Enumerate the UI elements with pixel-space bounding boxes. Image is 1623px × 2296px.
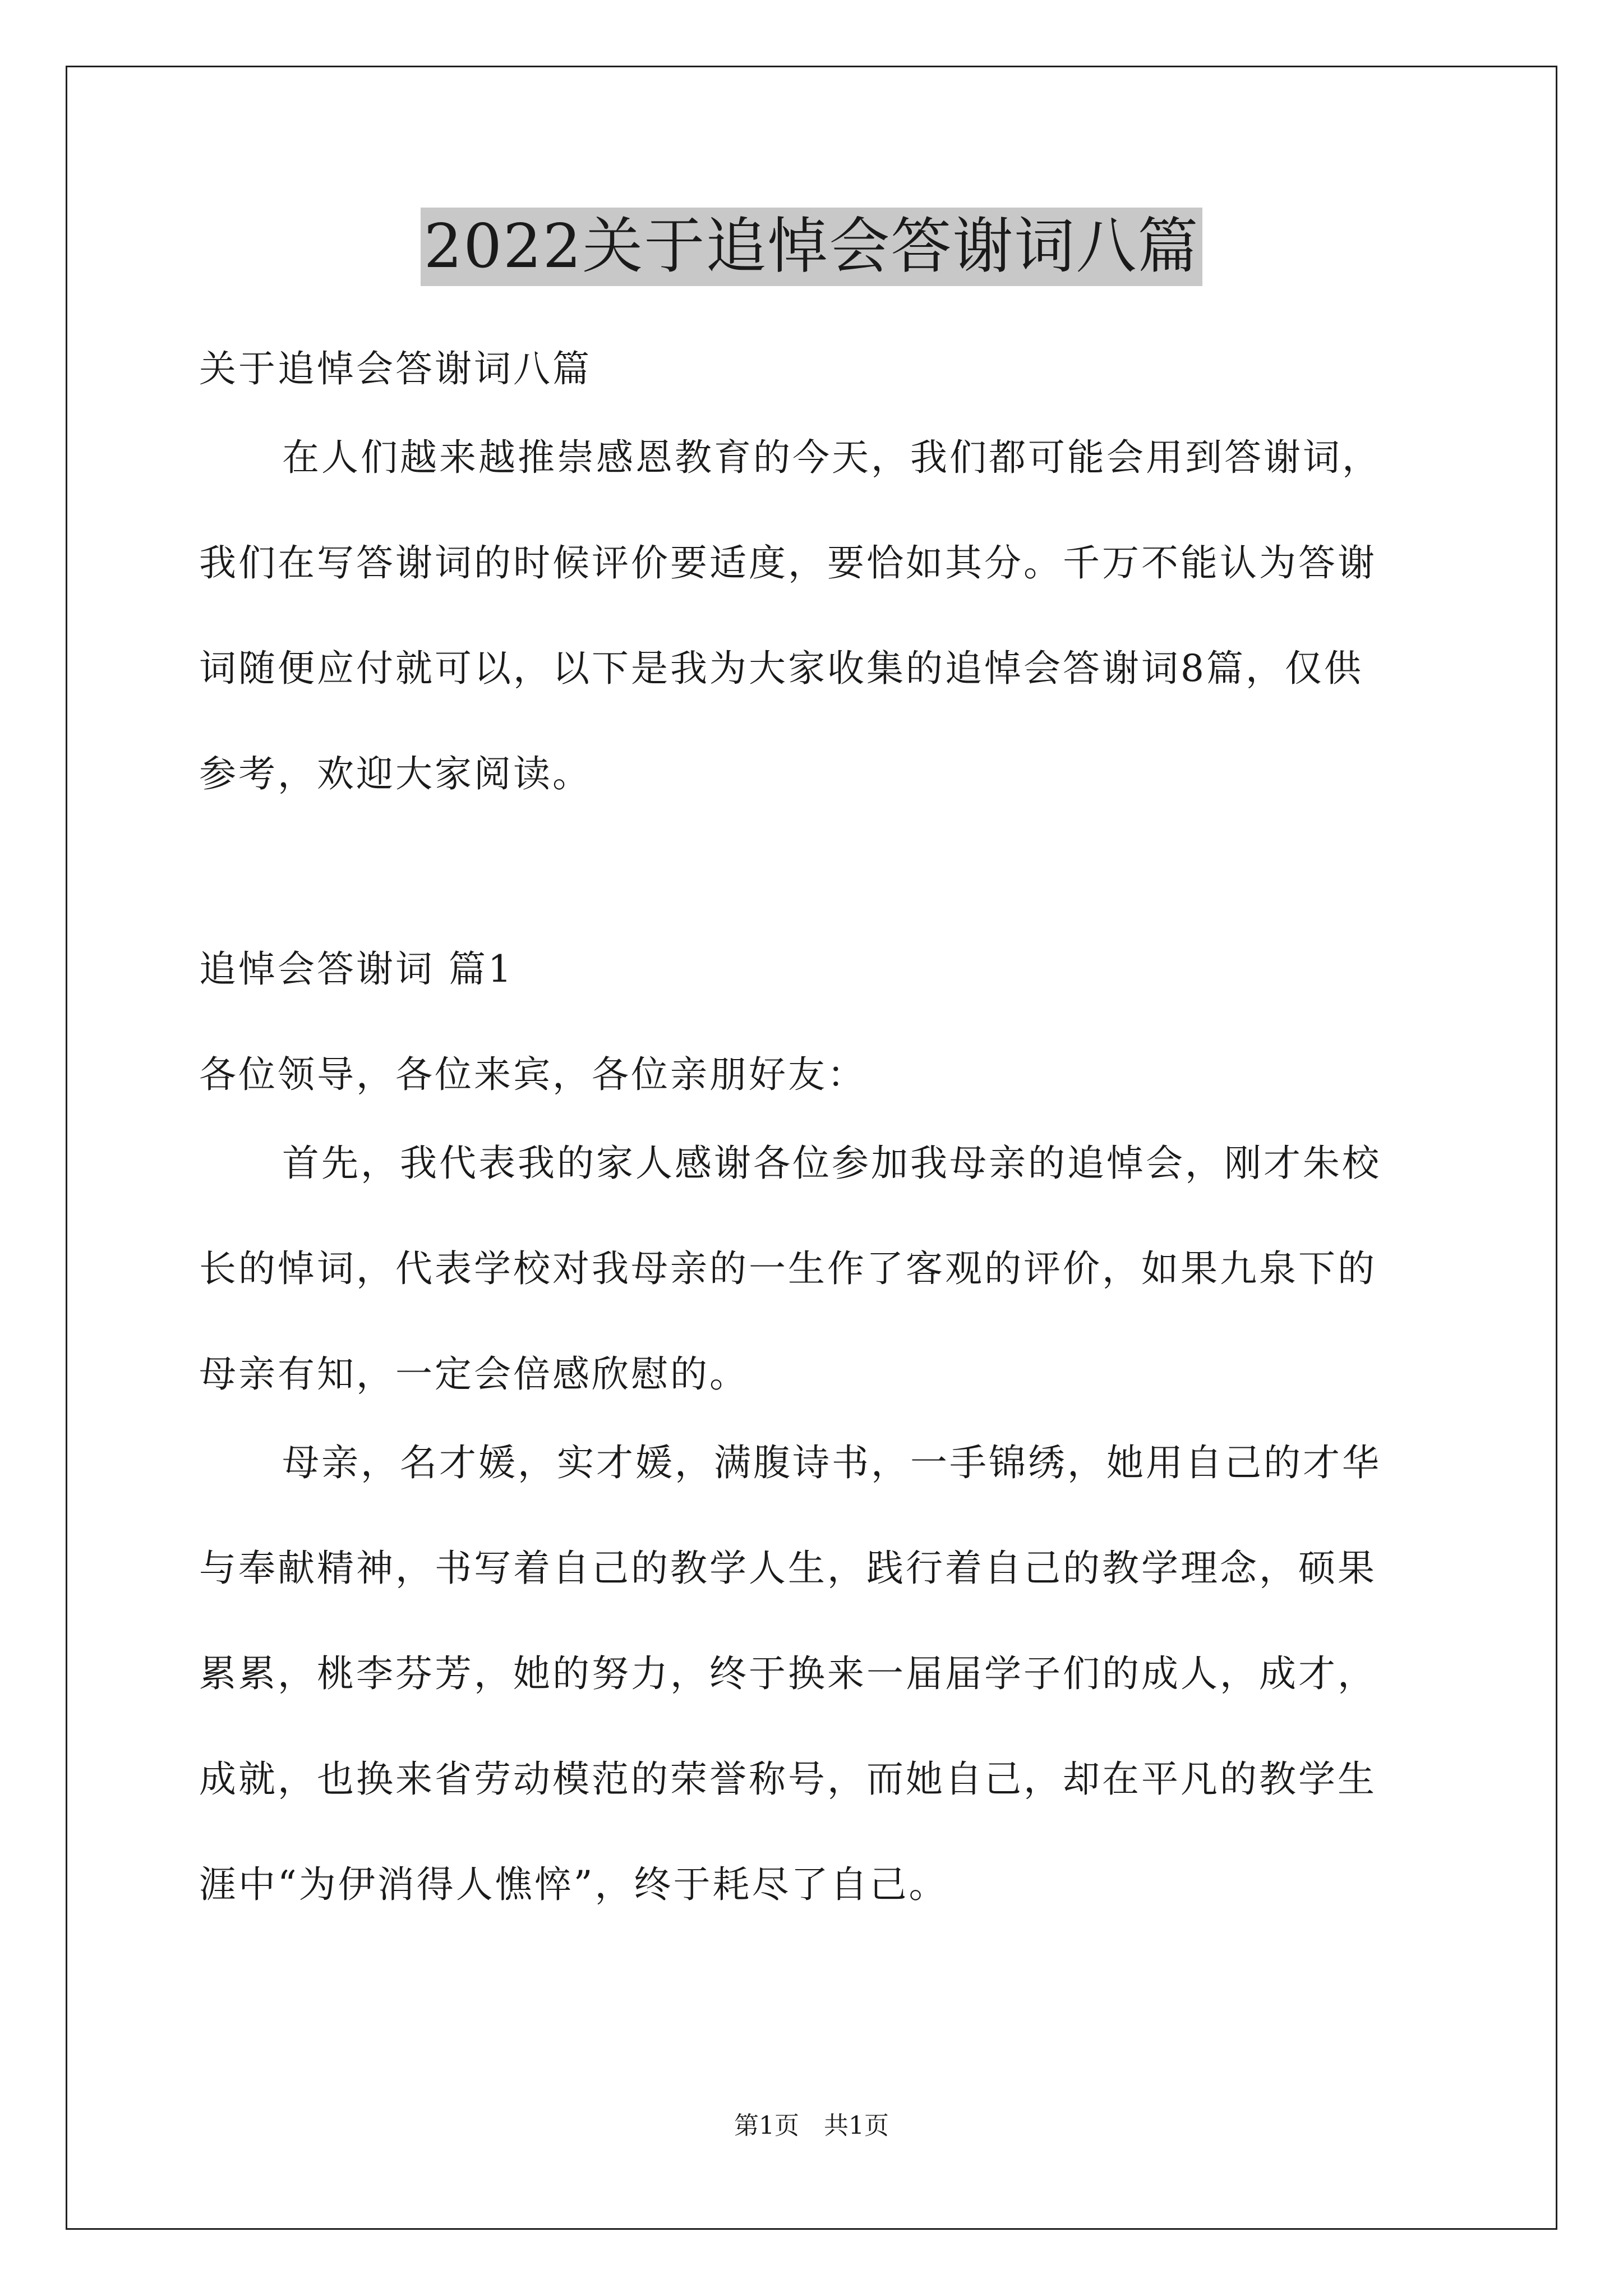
paragraph-line: 参考，欢迎大家阅读。 [199,752,592,795]
paragraph-line: 我们在写答谢词的时候评价要适度，要恰如其分。千万不能认为答谢 [199,541,1377,585]
paragraph-line: 涯中“为伊消得人憔悴”，终于耗尽了自己。 [199,1863,948,1906]
paragraph-line: 在人们越来越推崇感恩教育的今天，我们都可能会用到答谢词， [282,436,1381,479]
title-container [0,208,1623,286]
body-paragraph-1 [199,1137,1427,1401]
document-body [199,342,1427,1912]
paragraph-line: 累累，桃李芬芳，她的努力，终于换来一届届学子们的成人，成才， [199,1652,1377,1695]
salutation: 各位领导，各位来宾，各位亲朋好友： [199,1053,866,1096]
paragraph-line: 成就，也换来省劳动模范的荣誉称号，而她自己，却在平凡的教学生 [199,1757,1377,1801]
section-heading: 追悼会答谢词 篇1 [199,947,514,991]
paragraph-line: 母亲有知，一定会倍感欣慰的。 [199,1352,749,1396]
paragraph-line: 长的悼词，代表学校对我母亲的一生作了客观的评价，如果九泉下的 [199,1247,1377,1290]
body-paragraph-2 [199,1436,1427,1912]
paragraph-line: 首先，我代表我的家人感谢各位参加我母亲的追悼会，刚才朱校 [282,1142,1381,1185]
page-footer: 第1页 共1页 [734,2111,889,2140]
document-title: 2022关于追悼会答谢词八篇 [421,208,1203,286]
intro-paragraph [199,431,1427,801]
paragraph-line: 与奉献精神，书写着自己的教学人生，践行着自己的教学理念，硕果 [199,1547,1377,1590]
document-subtitle: 关于追悼会答谢词八篇 [199,347,592,390]
paragraph-line: 母亲，名才媛，实才媛，满腹诗书，一手锦绣，她用自己的才华 [282,1441,1381,1484]
paragraph-line: 词随便应付就可以，以下是我为大家收集的追悼会答谢词8篇，仅供 [199,647,1363,690]
